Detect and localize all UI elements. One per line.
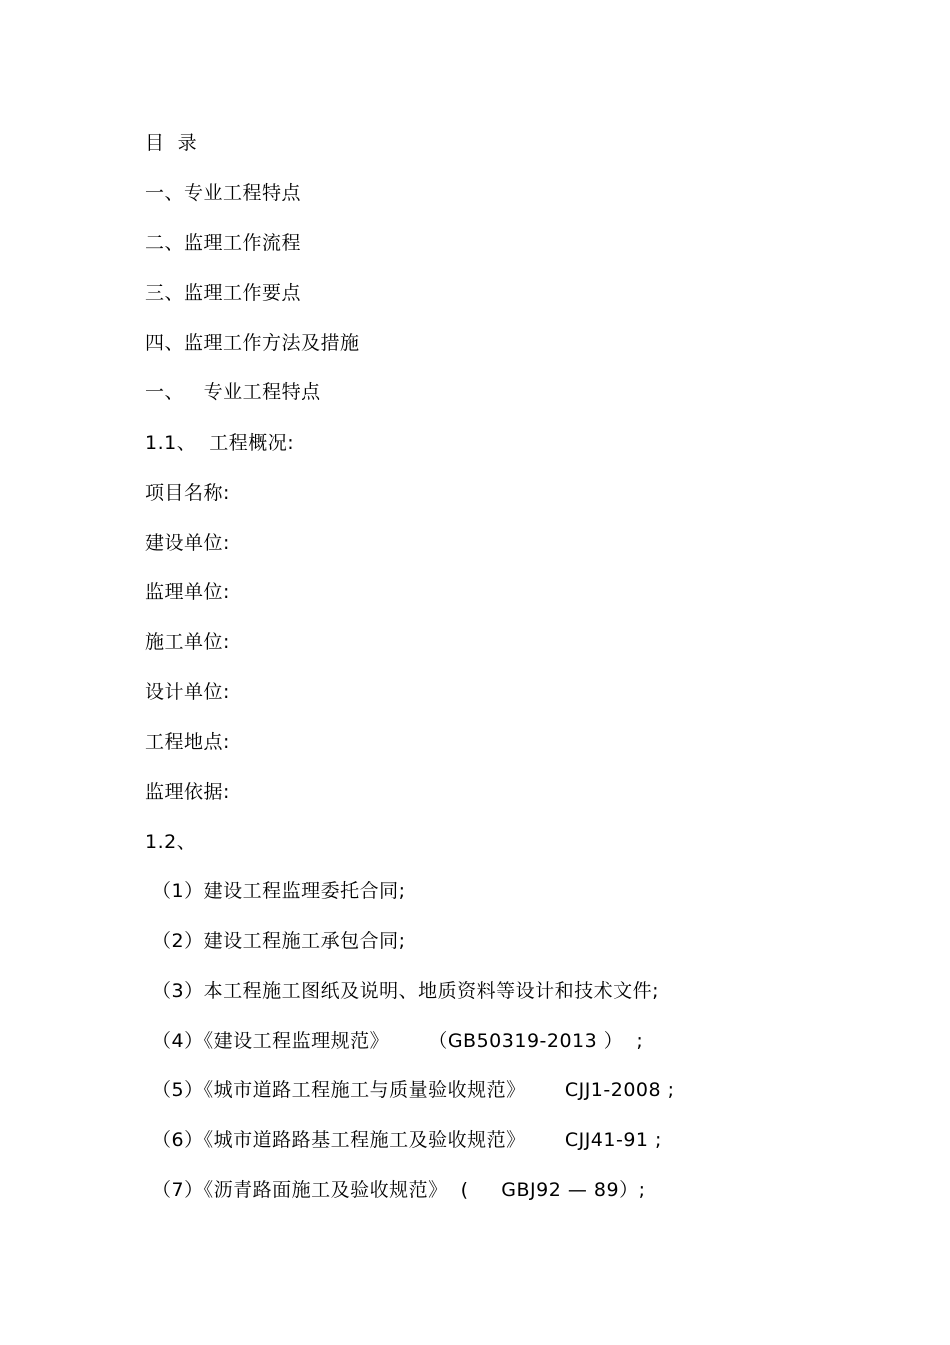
- toc-title: 目 录: [145, 132, 198, 154]
- field-supervision-basis: 监理依据:: [145, 781, 230, 803]
- field-project-location: 工程地点:: [145, 731, 230, 753]
- section-heading-1: 一、 专业工程特点: [145, 381, 321, 403]
- field-construction-unit: 建设单位:: [145, 532, 230, 554]
- subsection-heading-1-1: 1.1、 工程概况:: [145, 432, 295, 454]
- field-project-name: 项目名称:: [145, 482, 230, 504]
- reference-item-2: （2）建设工程施工承包合同;: [152, 930, 406, 952]
- toc-item-1: 一、专业工程特点: [145, 182, 302, 204]
- field-supervision-unit: 监理单位:: [145, 581, 230, 603]
- reference-item-5: （5）《城市道路工程施工与质量验收规范》 CJJ1-2008 ;: [152, 1079, 675, 1101]
- field-contractor-unit: 施工单位:: [145, 631, 230, 653]
- field-design-unit: 设计单位:: [145, 681, 230, 703]
- subsection-heading-1-2: 1.2、: [145, 831, 197, 853]
- reference-item-4: （4）《建设工程监理规范》 （GB50319-2013 ） ;: [152, 1030, 644, 1052]
- toc-item-2: 二、监理工作流程: [145, 232, 302, 254]
- toc-item-3: 三、监理工作要点: [145, 282, 302, 304]
- toc-item-4: 四、监理工作方法及措施: [145, 332, 360, 354]
- reference-item-3: （3）本工程施工图纸及说明、地质资料等设计和技术文件;: [152, 980, 659, 1002]
- reference-item-1: （1）建设工程监理委托合同;: [152, 880, 406, 902]
- reference-item-7: （7）《沥青路面施工及验收规范》 ( GBJ92 — 89）;: [152, 1179, 646, 1201]
- reference-item-6: （6）《城市道路路基工程施工及验收规范》 CJJ41-91 ;: [152, 1129, 662, 1151]
